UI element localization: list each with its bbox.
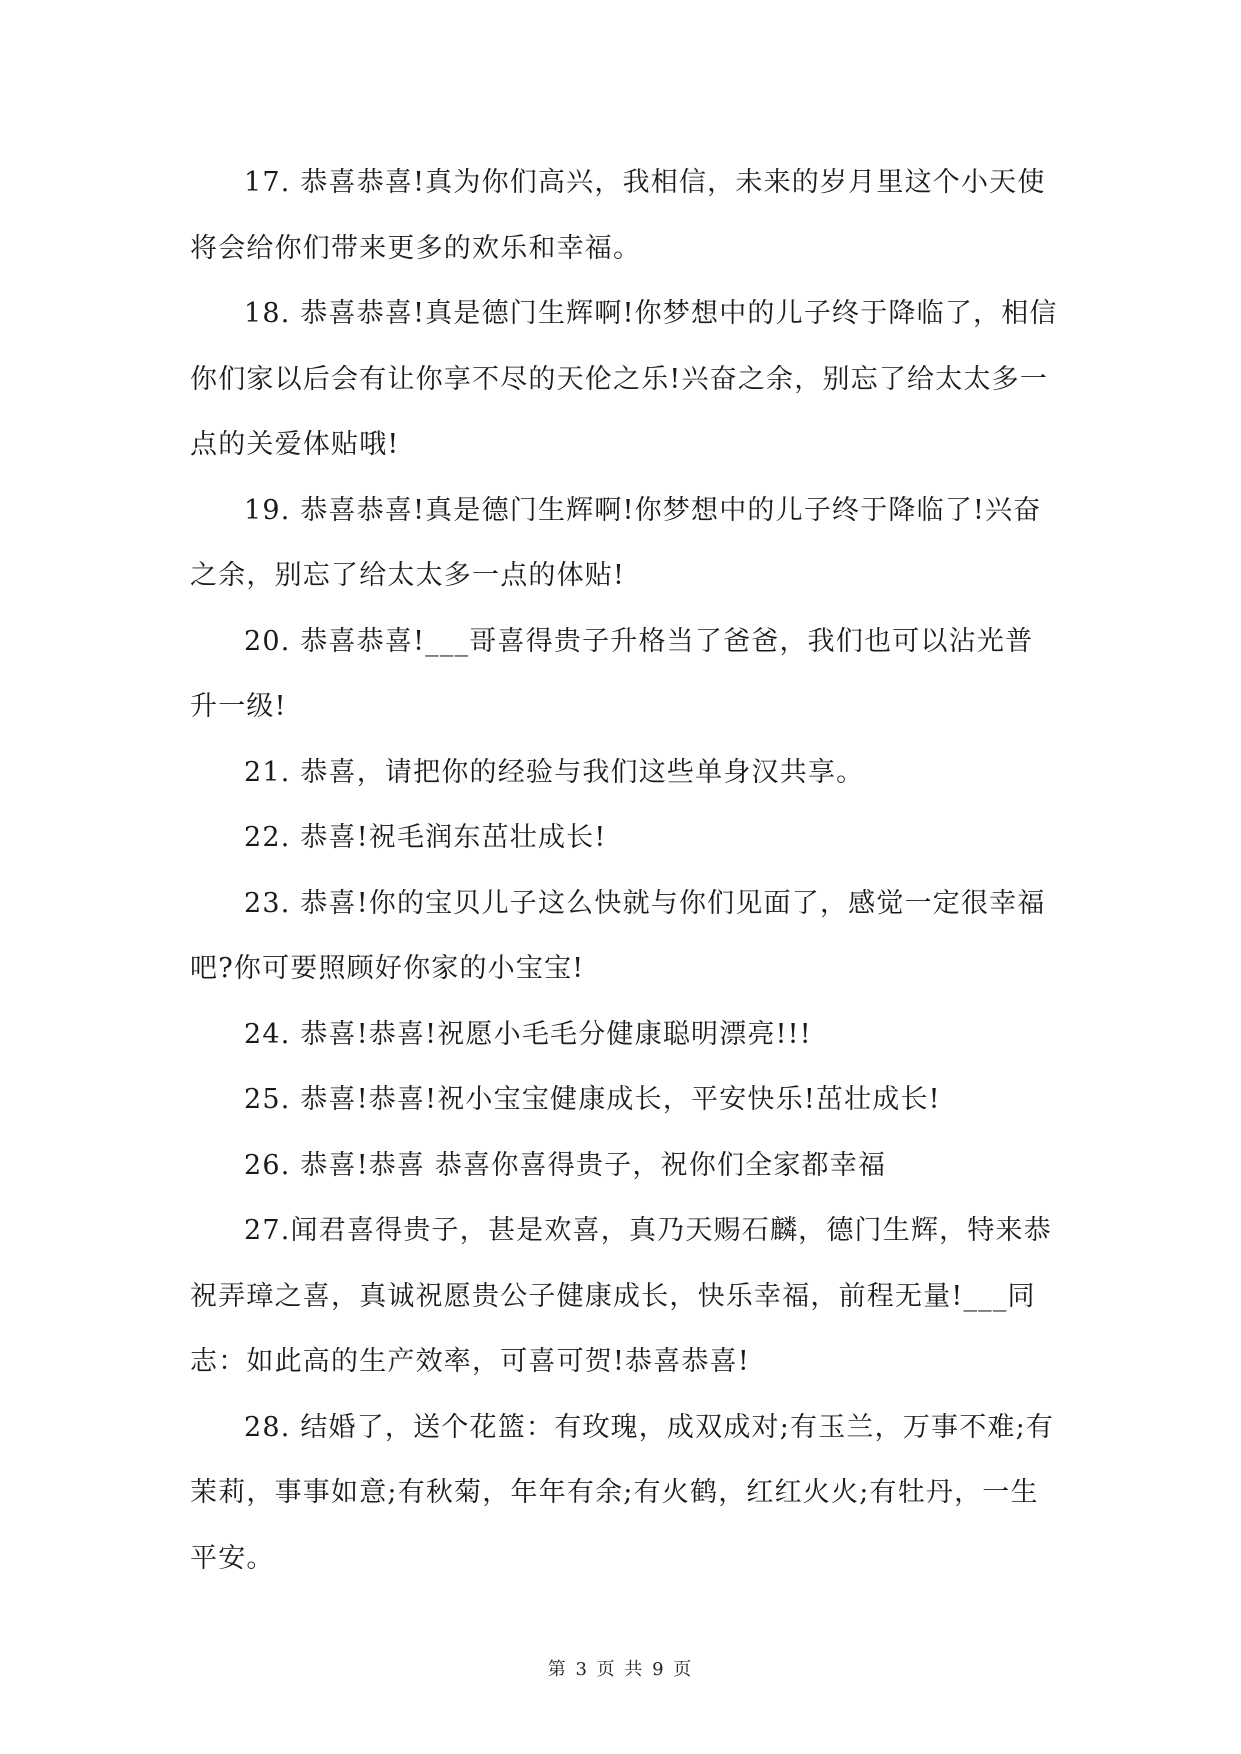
paragraph-27: 27.闻君喜得贵子，甚是欢喜，真乃天赐石麟，德门生辉，特来恭祝弄璋之喜，真诚祝愿贵公子健康成长，快乐幸福，前程无量!___同志：如此高的生产效率，可喜可贺!恭喜恭喜! bbox=[190, 1215, 1052, 1377]
paragraph-22: 22. 恭喜!祝毛润东茁壮成长! bbox=[244, 822, 607, 853]
paragraph-17: 17. 恭喜恭喜!真为你们高兴，我相信，未来的岁月里这个小天使将会给你们带来更多的欢乐和幸福。 bbox=[190, 167, 1046, 264]
paragraph-28: 28. 结婚了，送个花篮：有玫瑰，成双成对;有玉兰，万事不难;有茉莉，事事如意;有秋菊，年年有余;有火鹤，红红火火;有牡丹，一生平安。 bbox=[190, 1411, 1055, 1574]
document-body bbox=[190, 150, 1060, 1591]
paragraph-19: 19. 恭喜恭喜!真是德门生辉啊!你梦想中的儿子终于降临了!兴奋之余，别忘了给太太多一点的体贴! bbox=[190, 494, 1042, 591]
page-number-footer: 第 3 页 共 9 页 bbox=[547, 1659, 694, 1680]
paragraph-24: 24. 恭喜!恭喜!祝愿小毛毛分健康聪明漂亮!!! bbox=[244, 1018, 812, 1050]
paragraph-23: 23. 恭喜!你的宝贝儿子这么快就与你们见面了，感觉一定很幸福吧?你可要照顾好你家的小宝宝! bbox=[190, 887, 1046, 984]
paragraph-21: 21. 恭喜，请把你的经验与我们这些单身汉共享。 bbox=[244, 756, 865, 788]
paragraph-20: 20. 恭喜恭喜!___哥喜得贵子升格当了爸爸，我们也可以沾光普升一级! bbox=[190, 625, 1034, 722]
paragraph-25: 25. 恭喜!恭喜!祝小宝宝健康成长，平安快乐!茁壮成长! bbox=[244, 1084, 941, 1115]
paragraph-26: 26. 恭喜!恭喜 恭喜你喜得贵子，祝你们全家都幸福 bbox=[244, 1149, 887, 1181]
paragraph-18: 18. 恭喜恭喜!真是德门生辉啊!你梦想中的儿子终于降临了，相信你们家以后会有让你享不尽的天伦之乐!兴奋之余，别忘了给太太多一点的关爱体贴哦! bbox=[190, 298, 1058, 460]
